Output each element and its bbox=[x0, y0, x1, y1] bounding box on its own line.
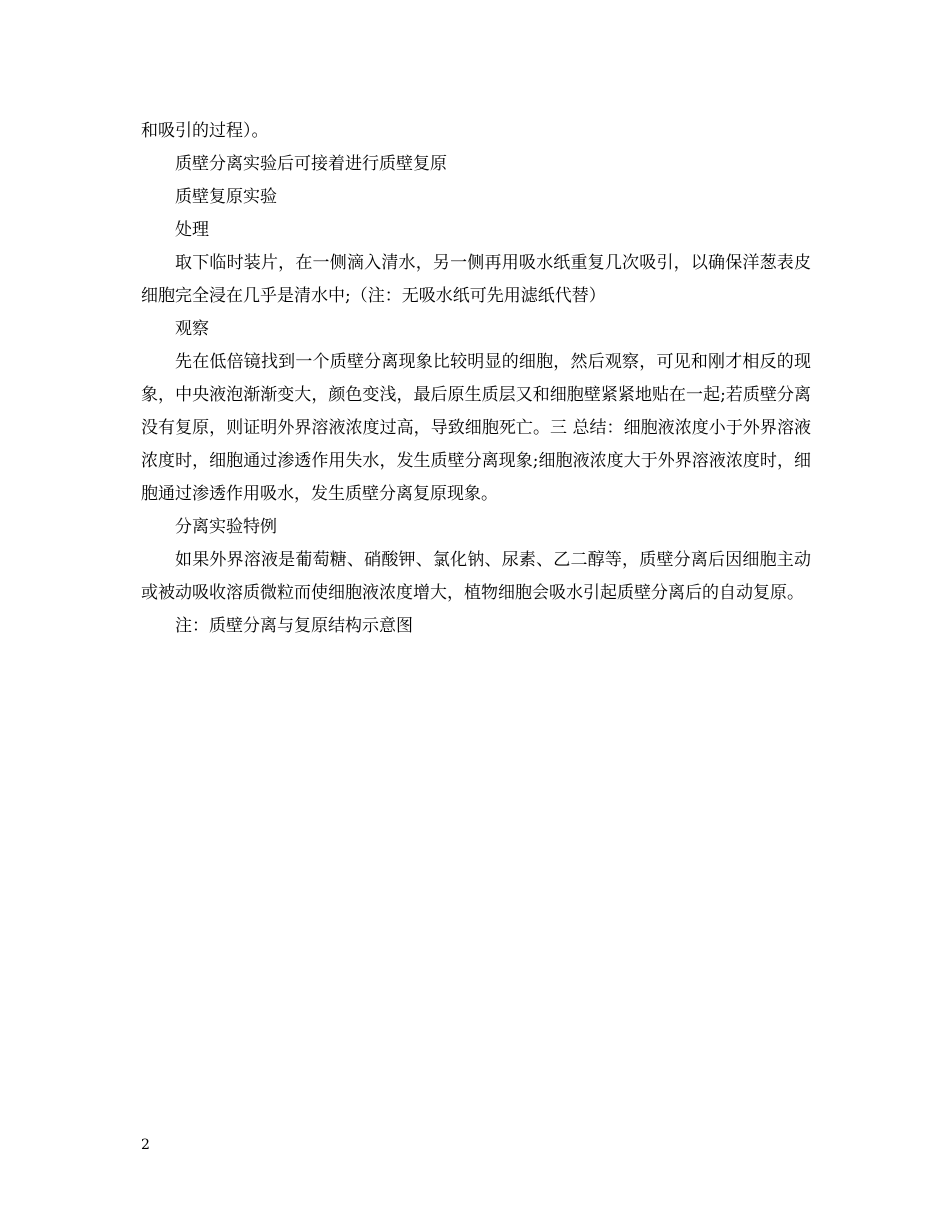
heading-special-case: 分离实验特例 bbox=[175, 517, 277, 537]
paragraph-treatment: 取下临时装片，在一侧滴入清水，另一侧再用吸水纸重复几次吸引，以确保洋葱表皮细胞完全浸在几乎是清水中;（注：无吸水纸可先用滤纸代替） bbox=[141, 253, 811, 306]
heading-observation: 观察 bbox=[175, 319, 209, 339]
paragraph-special-case: 如果外界溶液是葡萄糖、硝酸钾、氯化钠、尿素、乙二醇等，质壁分离后因细胞主动或被动吸收溶质微粒而使细胞液浓度增大，植物细胞会吸水引起质壁分离后的自动复原。 bbox=[141, 550, 811, 603]
heading-treatment: 处理 bbox=[175, 220, 209, 240]
paragraph-intro-recovery: 质壁分离实验后可接着进行质壁复原 bbox=[175, 154, 447, 174]
document-body bbox=[141, 115, 811, 643]
heading-recovery-experiment: 质壁复原实验 bbox=[175, 187, 277, 207]
paragraph-note: 注：质壁分离与复原结构示意图 bbox=[175, 616, 413, 636]
paragraph-observation: 先在低倍镜找到一个质壁分离现象比较明显的细胞，然后观察，可见和刚才相反的现象，中央液泡渐渐变大，颜色变浅，最后原生质层又和细胞壁紧紧地贴在一起;若质壁分离没有复原，则证明外界溶液浓度过高，导致细胞死亡。三 总结：细胞液浓度小于外界溶液浓度时，细胞通过渗透作用失水，发生质壁分离现象;细胞液浓度大于外界溶液浓度时，细胞通过渗透作用吸水，发生质壁分离复原现象。 bbox=[141, 352, 811, 504]
page-number: 2 bbox=[141, 1137, 150, 1153]
paragraph-continuation: 和吸引的过程）。 bbox=[141, 121, 269, 141]
